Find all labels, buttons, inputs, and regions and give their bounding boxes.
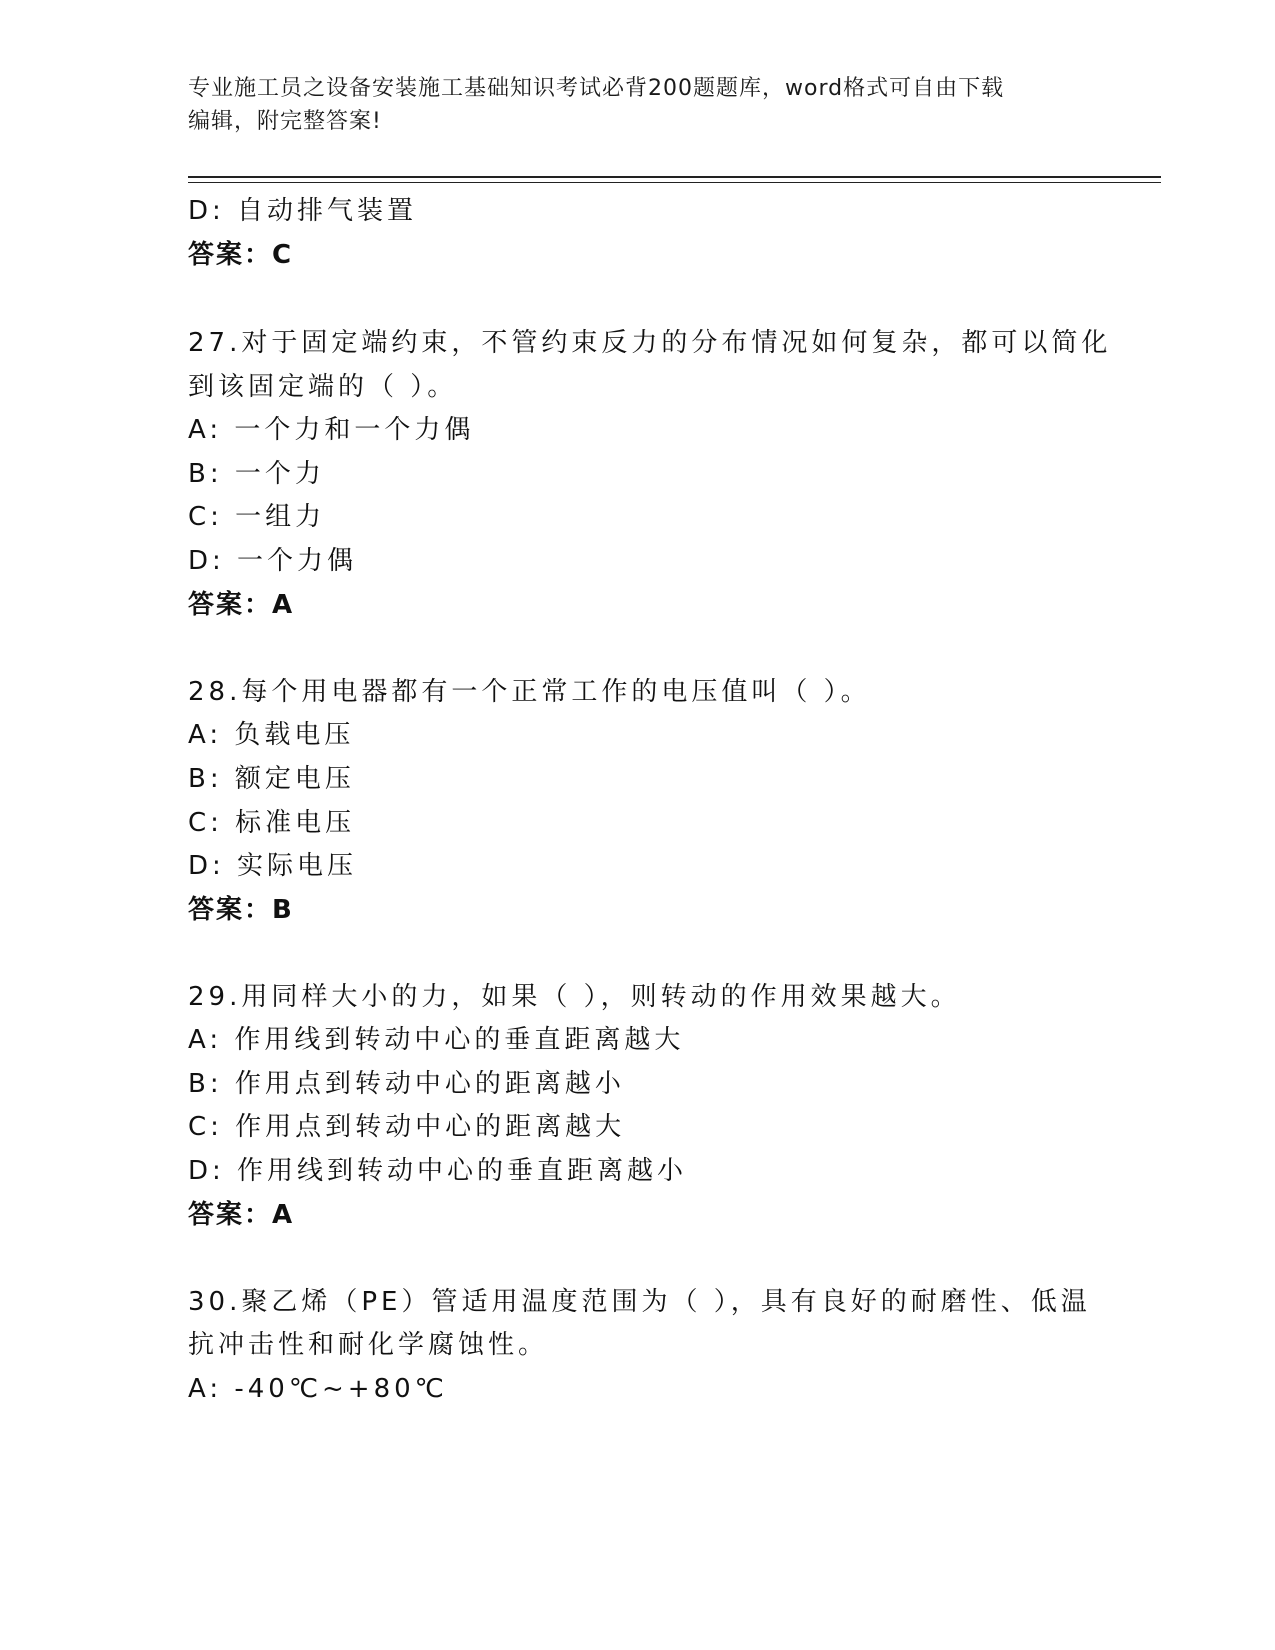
q27-answer: 答案：A xyxy=(188,590,295,620)
q30-text-line-2: 抗冲击性和耐化学腐蚀性。 xyxy=(188,1330,549,1360)
q27-option-a: A: 一个力和一个力偶 xyxy=(188,415,475,445)
header-line-1: 专业施工员之设备安装施工基础知识考试必背200题题库，word格式可自由下载 xyxy=(188,76,1005,101)
q28-option-a: A: 负载电压 xyxy=(188,720,355,750)
q27-text-line-2: 到该固定端的（ ）。 xyxy=(188,372,458,402)
q28-option-c: C: 标准电压 xyxy=(188,808,356,838)
q30-text-line-1: 30.聚乙烯（PE）管适用温度范围为（ ），具有良好的耐磨性、低温 xyxy=(188,1287,1091,1317)
q27-option-b: B: 一个力 xyxy=(188,459,325,489)
q29-option-a: A: 作用线到转动中心的垂直距离越大 xyxy=(188,1025,685,1055)
document-header xyxy=(188,72,1088,138)
prev-answer: 答案：C xyxy=(188,240,294,270)
q29-option-b: B: 作用点到转动中心的距离越小 xyxy=(188,1069,625,1099)
header-divider-thin xyxy=(188,182,1161,183)
q29-option-c: C: 作用点到转动中心的距离越大 xyxy=(188,1112,626,1142)
q27-option-d: D: 一个力偶 xyxy=(188,546,358,576)
q29-answer: 答案：A xyxy=(188,1200,295,1230)
q28-option-d: D: 实际电压 xyxy=(188,851,358,881)
q27-option-c: C: 一组力 xyxy=(188,502,326,532)
prev-option-d: D: 自动排气装置 xyxy=(188,196,418,226)
q29-option-d: D: 作用线到转动中心的垂直距离越小 xyxy=(188,1156,688,1186)
q29-text-line-1: 29.用同样大小的力，如果（ ），则转动的作用效果越大。 xyxy=(188,982,961,1012)
q28-option-b: B: 额定电压 xyxy=(188,764,355,794)
q27-text-line-1: 27.对于固定端约束，不管约束反力的分布情况如何复杂，都可以简化 xyxy=(188,328,1112,358)
header-divider-thick xyxy=(188,176,1161,178)
q30-option-a: A: -40℃~+80℃ xyxy=(188,1374,448,1404)
q28-text-line-1: 28.每个用电器都有一个正常工作的电压值叫（ ）。 xyxy=(188,677,871,707)
q28-answer: 答案：B xyxy=(188,895,294,925)
header-line-2: 编辑，附完整答案! xyxy=(188,109,382,134)
